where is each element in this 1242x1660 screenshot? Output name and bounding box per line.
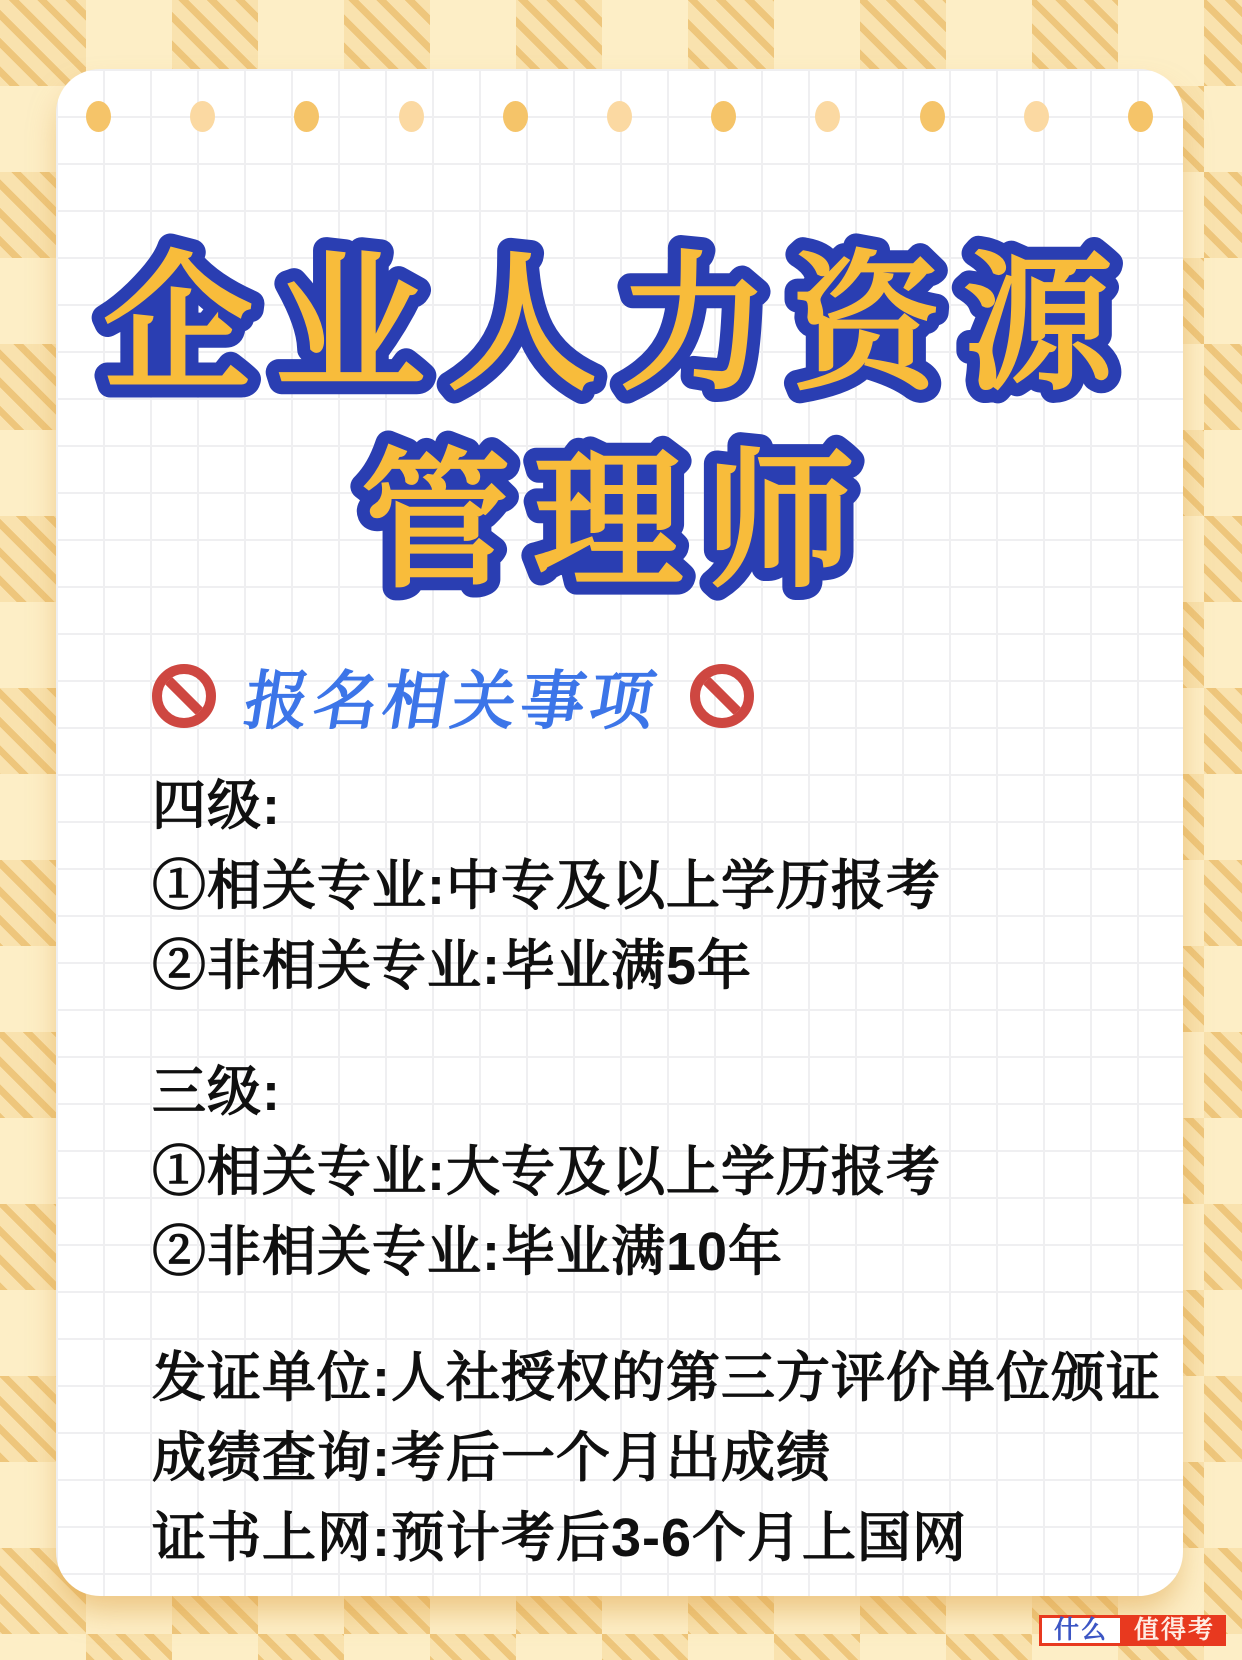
subtitle-text: 报名相关事项 — [239, 665, 665, 737]
text-line: ②非相关专业:毕业满5年 — [152, 936, 753, 996]
no-entry-icon — [690, 664, 754, 728]
binder-dots-row — [86, 101, 1153, 132]
text-line: 成绩查询:考后一个月出成绩 — [152, 1428, 831, 1488]
binder-dot-icon — [190, 101, 215, 132]
binder-dot-icon — [711, 101, 736, 132]
text-line: 四级: — [152, 776, 281, 836]
poster-title-line-1: 企业人力资源 — [102, 240, 1136, 408]
text-line: 发证单位:人社授权的第三方评价单位颁证 — [152, 1348, 1161, 1408]
binder-dot-icon — [815, 101, 840, 132]
binder-dot-icon — [607, 101, 632, 132]
text-line: ①相关专业:中专及以上学历报考 — [152, 856, 941, 916]
poster-title — [56, 146, 1183, 616]
binder-dot-icon — [86, 101, 111, 132]
note-card — [56, 69, 1183, 1596]
brand-watermark — [1039, 1615, 1226, 1646]
binder-dot-icon — [1024, 101, 1049, 132]
brand-name-left: 什么 — [1039, 1615, 1123, 1646]
text-line: 证书上网:预计考后3-6个月上国网 — [152, 1508, 968, 1568]
no-entry-icon — [152, 664, 216, 728]
binder-dot-icon — [399, 101, 424, 132]
poster-title-line-2: 管理师 — [360, 437, 878, 605]
requirements-content — [152, 766, 1161, 1578]
brand-name-right: 值得考 — [1123, 1615, 1226, 1646]
section-subtitle — [152, 650, 1183, 742]
binder-dot-icon — [503, 101, 528, 132]
level-3-block — [152, 1052, 1113, 1292]
binder-dot-icon — [920, 101, 945, 132]
binder-dot-icon — [1128, 101, 1153, 132]
binder-dot-icon — [294, 101, 319, 132]
text-line: ②非相关专业:毕业满10年 — [152, 1222, 784, 1282]
text-line: ①相关专业:大专及以上学历报考 — [152, 1142, 941, 1202]
certificate-info-block — [152, 1338, 1161, 1578]
text-line: 三级: — [152, 1062, 281, 1122]
level-4-block — [152, 766, 1113, 1006]
